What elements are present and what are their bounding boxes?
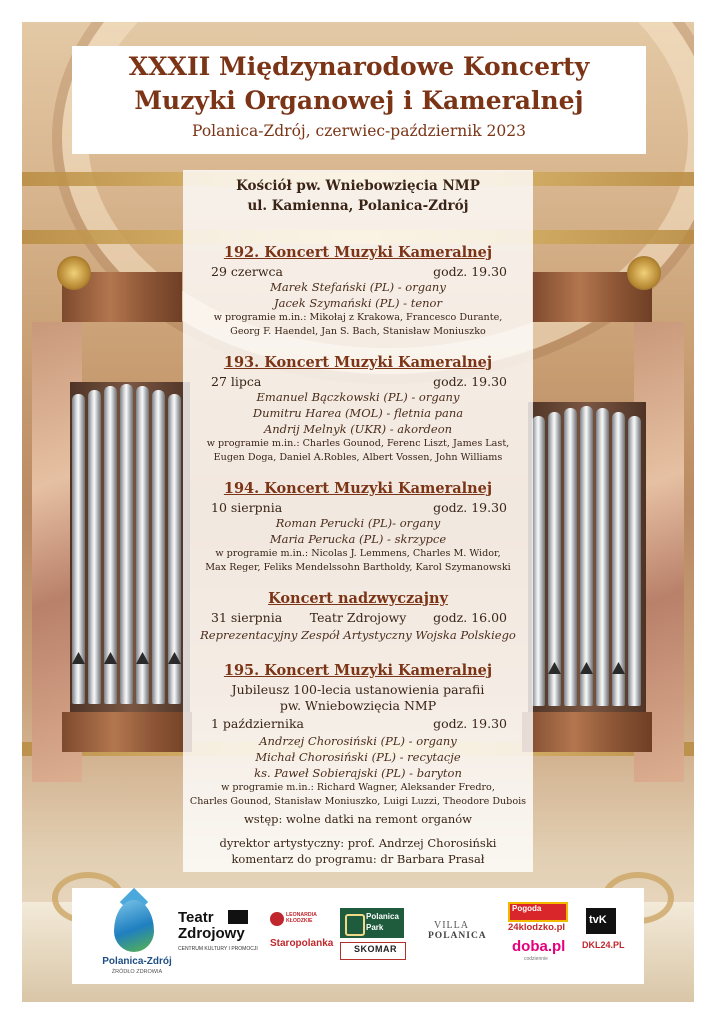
concert-time: godz. 19.30 — [433, 374, 507, 389]
title-line-1: XXXII Międzynarodowe Koncerty — [128, 52, 590, 81]
program-line: Eugen Doga, Daniel A.Robles, Albert Vossen, John Williams — [213, 452, 503, 463]
performer: Roman Perucki (PL)- organy — [275, 516, 441, 530]
dkl24-logo: DKL24.PL — [582, 940, 625, 950]
performer: Jacek Szymański (PL) - tenor — [274, 296, 442, 310]
teatr-logo-tagline: CENTRUM KULTURY I PROMOCJI — [178, 946, 258, 952]
doba-tagline: codziennie — [524, 956, 548, 962]
polanica-park-text: Park — [366, 923, 384, 932]
performer: Michał Chorosiński (PL) - recytacje — [255, 750, 461, 764]
program-line: w programie m.in.: Richard Wagner, Aleksander Fredro, — [221, 782, 495, 793]
jubilee-line: Jubileusz 100-lecia ustanowienia parafii — [231, 682, 485, 697]
teatr-zdrojowy-logo: Teatr Zdrojowy — [178, 909, 245, 942]
skomar-text: SKOMAR — [354, 944, 397, 954]
performer: Dumitru Harea (MOL) - fletnia pana — [252, 406, 464, 420]
pogoda-text: Pogoda — [512, 904, 542, 913]
villa-polanica-logo: VILLA — [434, 920, 469, 931]
doba-logo: doba.pl — [512, 938, 566, 955]
staropolanka-logo: Staropolanka — [270, 938, 334, 949]
concert-title: 192. Koncert Muzyki Kameralnej — [223, 244, 493, 261]
artistic-director: dyrektor artystyczny: prof. Andrzej Chorosiński — [219, 836, 497, 850]
sponsor-logos — [72, 888, 644, 984]
program-line: w programie m.in.: Charles Gounod, Ferenc Liszt, James Last, — [206, 438, 510, 449]
performer: Reprezentacyjny Zespół Artystyczny Wojska Polskiego — [200, 628, 516, 642]
tvk-text: tvK — [589, 914, 607, 926]
program-line: w programie m.in.: Mikołaj z Krakowa, Francesco Durante, — [213, 312, 503, 323]
admission-note: wstęp: wolne datki na remont organów — [243, 812, 473, 826]
performer: Marek Stefański (PL) - organy — [270, 280, 446, 294]
subtitle: Polanica-Zdrój, czerwiec-październik 2023 — [192, 122, 526, 140]
concert-title: 195. Koncert Muzyki Kameralnej — [223, 662, 493, 679]
program-line: Georg F. Haendel, Jan S. Bach, Stanisław Moniuszko — [230, 326, 486, 337]
header-box — [72, 46, 646, 154]
polanica-zdroj-logo — [114, 900, 154, 952]
24klodzko-logo: 24klodzko.pl — [508, 922, 566, 933]
concert-date: 31 sierpnia — [211, 610, 283, 625]
jubilee-line: pw. Wniebowzięcia NMP — [279, 698, 437, 713]
concert-time: godz. 19.30 — [433, 500, 507, 515]
performer: Emanuel Bączkowski (PL) - organy — [256, 390, 460, 404]
program-line: Max Reger, Feliks Mendelssohn Bartholdy, Karol Szymanowski — [205, 562, 511, 573]
concert-date: 29 czerwca — [211, 264, 283, 279]
program-panel — [183, 170, 533, 872]
park-gate-icon — [345, 914, 365, 936]
performer: Andrzej Chorosiński (PL) - organy — [259, 734, 457, 748]
polanica-park-text: Polanica — [366, 912, 399, 921]
concert-place: Teatr Zdrojowy — [309, 610, 407, 625]
title-line-2: Muzyki Organowej i Kameralnej — [134, 86, 584, 115]
concert-date: 10 sierpnia — [211, 500, 283, 515]
concert-title: 194. Koncert Muzyki Kameralnej — [223, 480, 493, 497]
leonardia-icon — [270, 912, 284, 926]
venue-address: ul. Kamienna, Polanica-Zdrój — [247, 198, 469, 214]
performer: ks. Paweł Sobierajski (PL) - baryton — [254, 766, 462, 780]
performer: Andrij Melnyk (UKR) - akordeon — [263, 422, 453, 436]
commentary-note: komentarz do programu: dr Barbara Prasał — [231, 852, 485, 866]
concert-date: 27 lipca — [211, 374, 262, 389]
concert-time: godz. 19.30 — [433, 264, 507, 279]
performer: Maria Perucka (PL) - skrzypce — [269, 532, 447, 546]
concert-date: 1 października — [211, 716, 304, 731]
concert-time: godz. 16.00 — [433, 610, 507, 625]
concert-time: godz. 19.30 — [433, 716, 507, 731]
program-line: Charles Gounod, Stanisław Moniuszko, Luigi Luzzi, Theodore Dubois — [189, 796, 527, 807]
program-line: w programie m.in.: Nicolas J. Lemmens, Charles M. Widor, — [215, 548, 501, 559]
villa-polanica-text: POLANICA — [428, 931, 487, 941]
polanica-logo-text: Polanica-Zdrój — [102, 956, 172, 967]
concert-title: Koncert nadzwyczajny — [268, 590, 448, 607]
polanica-logo-tagline: ŹRÓDŁO ZDROWIA — [111, 969, 163, 975]
leonardia-logo-text: LEONARDIA KŁODZKIE — [286, 912, 317, 924]
concert-title: 193. Koncert Muzyki Kameralnej — [223, 354, 493, 371]
venue-church: Kościół pw. Wniebowzięcia NMP — [236, 178, 480, 194]
theater-icon — [228, 910, 248, 924]
